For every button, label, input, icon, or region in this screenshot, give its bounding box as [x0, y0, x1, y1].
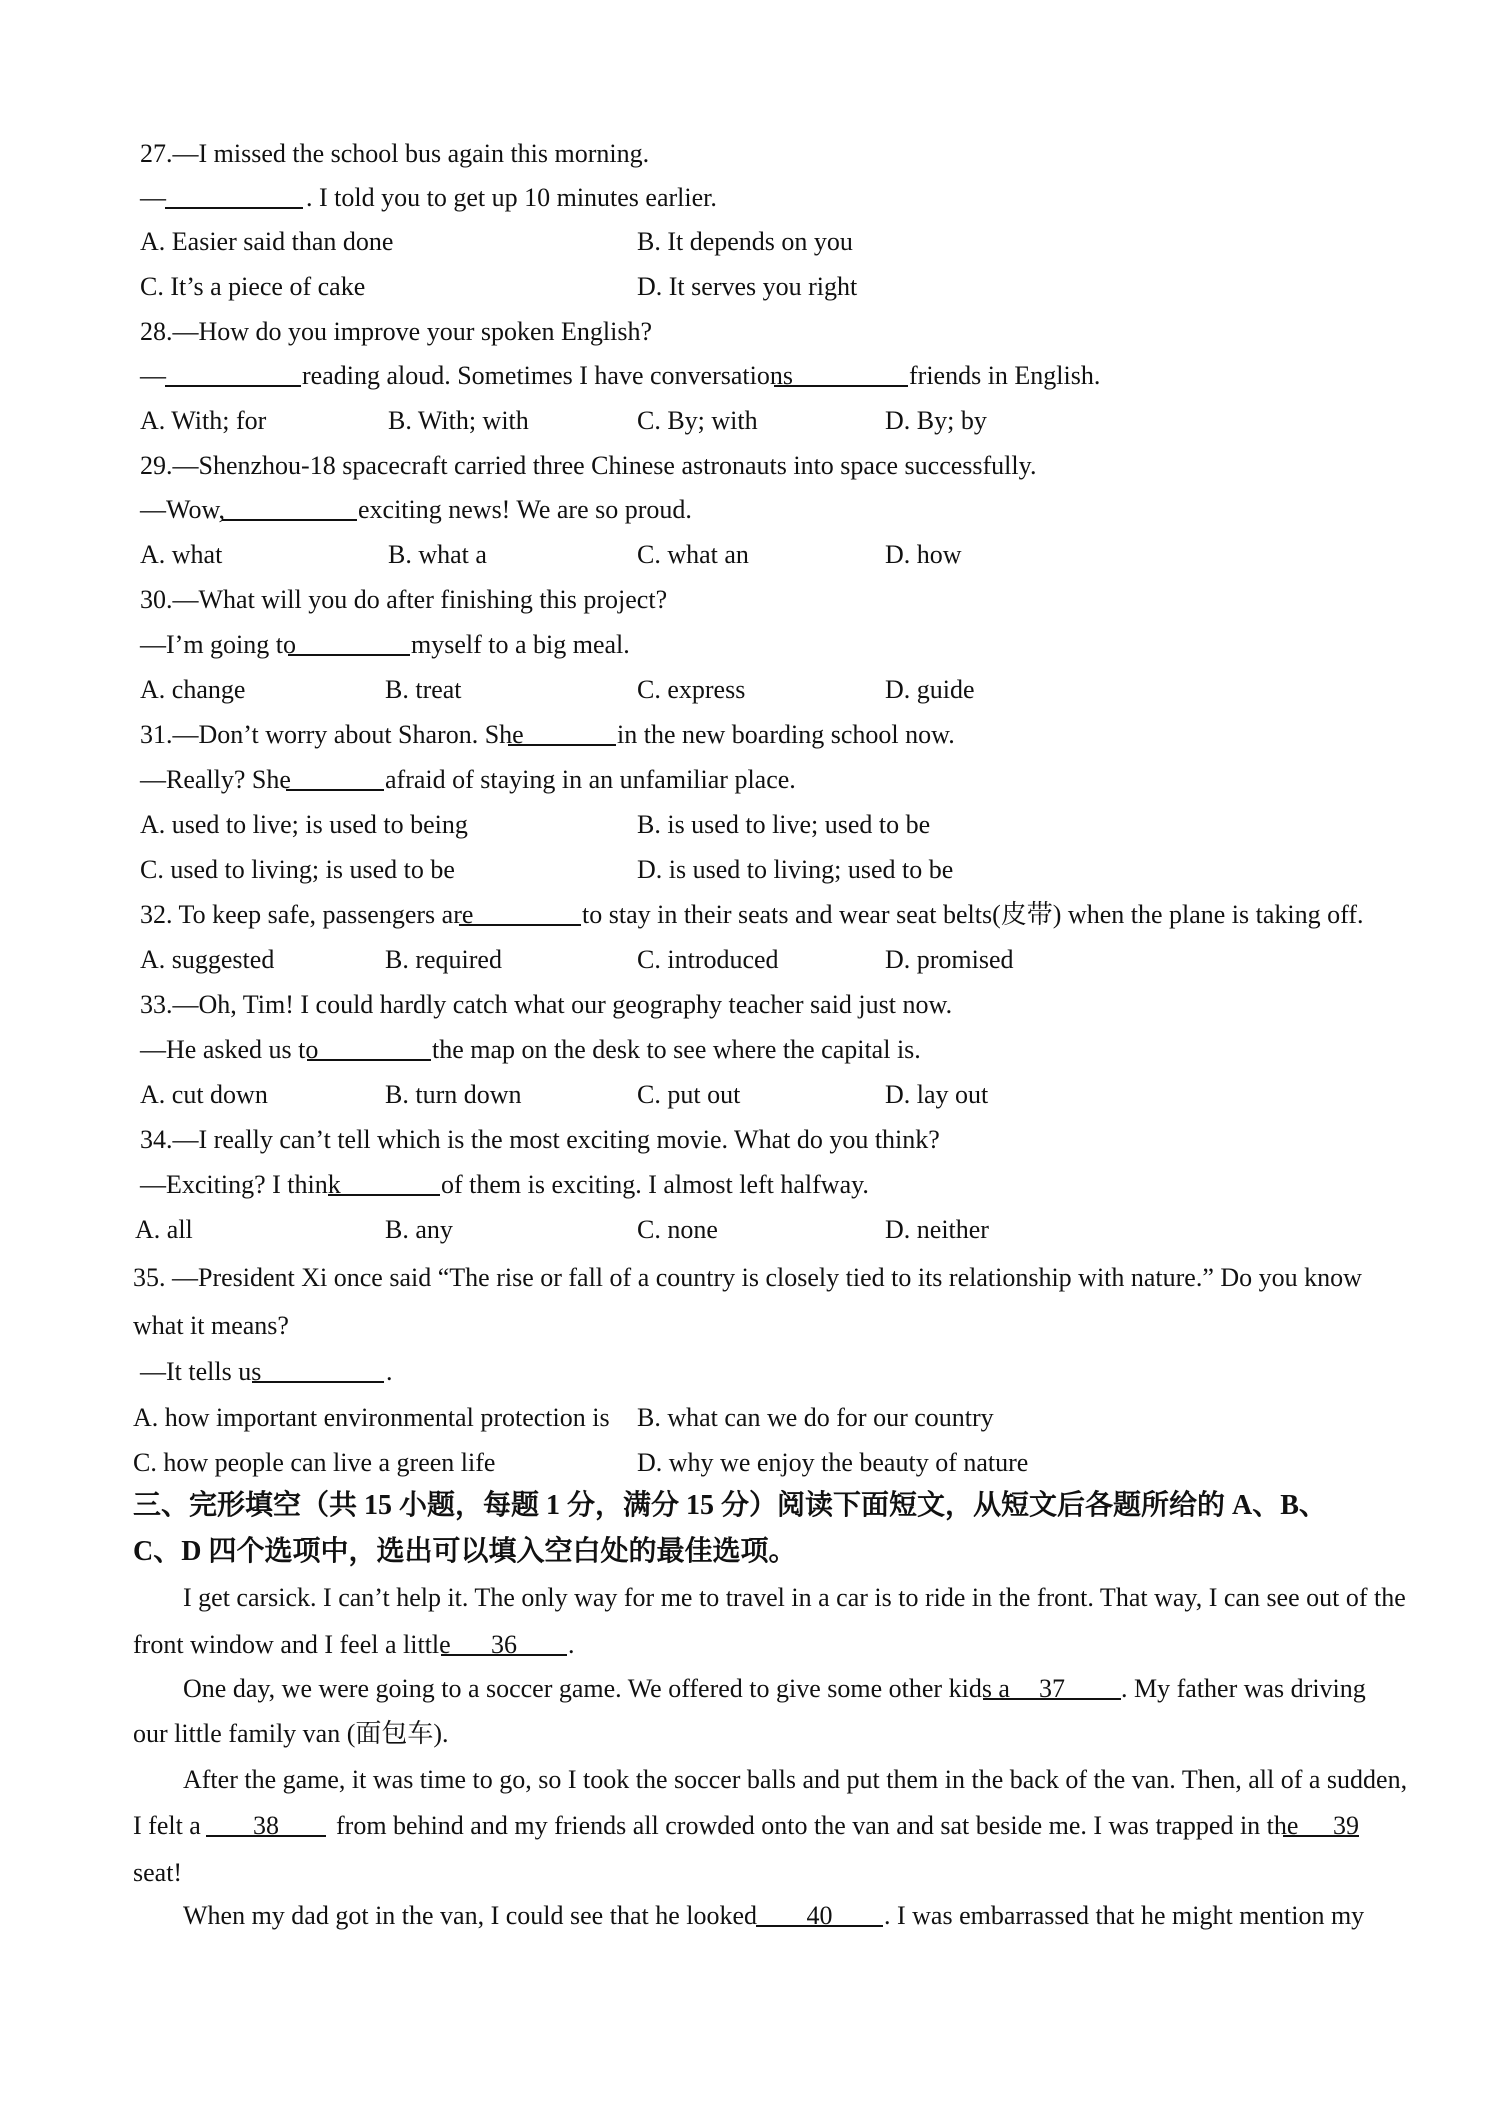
- q33-option-b: B. turn down: [385, 1080, 522, 1109]
- q32-option-b: B. required: [385, 945, 502, 974]
- passage-p3-text-1: After the game, it was time to go, so I took the soccer balls and put them in the back of the van. Then, all of a sudden,: [183, 1765, 1408, 1794]
- q28-options: [0, 401, 1492, 441]
- q31-stem-start: 31.—Don’t worry about Sharon. She: [140, 720, 524, 749]
- q30-option-d: D. guide: [885, 675, 975, 704]
- passage-p2-line-2: [0, 1714, 1492, 1754]
- q34-option-a: A. all: [135, 1215, 193, 1244]
- q34-option-d: D. neither: [885, 1215, 989, 1244]
- passage-p2-line-1: [0, 1669, 1492, 1709]
- q30-option-a: A. change: [140, 675, 246, 704]
- blank-39-number: 39: [1333, 1811, 1359, 1840]
- passage-p3-text-4: seat!: [133, 1858, 183, 1887]
- passage-p1-text-3: .: [568, 1630, 575, 1659]
- q28-reply-mid: reading aloud. Sometimes I have conversations: [302, 361, 793, 390]
- q30-reply-line: [0, 625, 1492, 665]
- q34-option-b: B. any: [385, 1215, 453, 1244]
- q29-option-b: B. what a: [388, 540, 487, 569]
- q34-options: [0, 1210, 1492, 1250]
- q27-option-c: C. It’s a piece of cake: [140, 272, 366, 301]
- passage-p1-text-2: front window and I feel a little: [133, 1630, 451, 1659]
- passage-p3-line-2: [0, 1806, 1492, 1846]
- q30-reply-end: myself to a big meal.: [411, 630, 630, 659]
- passage-p2-text-3: our little family van (面包车).: [133, 1719, 449, 1748]
- q34-stem: 34.—I really can’t tell which is the most exciting movie. What do you think?: [140, 1125, 940, 1154]
- q34-reply-start: —Exciting? I think: [140, 1170, 341, 1199]
- q29-reply-line: [0, 490, 1492, 530]
- passage-p2-text-1: One day, we were going to a soccer game. We offered to give some other kids a: [183, 1674, 1010, 1703]
- q32-stem-line: [0, 895, 1492, 935]
- passage-p3-line-1: [0, 1760, 1492, 1800]
- passage-p3-text-2: I felt a: [133, 1811, 201, 1840]
- q32-stem-start: 32. To keep safe, passengers are: [140, 900, 474, 929]
- q35-blank: [252, 1381, 384, 1383]
- q27-reply-line: [0, 178, 1492, 218]
- q27-stem: 27.—I missed the school bus again this morning.: [140, 139, 650, 168]
- passage-p4-line-1: [0, 1896, 1492, 1936]
- q31-option-a: A. used to live; is used to being: [140, 810, 468, 839]
- q29-options: [0, 535, 1492, 575]
- q32-option-c: C. introduced: [637, 945, 779, 974]
- q28-option-a: A. With; for: [140, 406, 267, 435]
- q28-blank-1: [165, 385, 301, 387]
- q30-blank: [288, 654, 410, 656]
- q31-option-d: D. is used to living; used to be: [637, 855, 954, 884]
- q33-reply-line: [0, 1030, 1492, 1070]
- q31-reply-line: [0, 760, 1492, 800]
- blank-38-number: 38: [253, 1811, 279, 1840]
- q28-option-b: B. With; with: [388, 406, 529, 435]
- q31-option-c: C. used to living; is used to be: [140, 855, 455, 884]
- passage-p4-text-1: When my dad got in the van, I could see that he looked: [183, 1901, 758, 1930]
- q28-reply-end: friends in English.: [909, 361, 1101, 390]
- q34-reply-line: [0, 1165, 1492, 1205]
- blank-36-number: 36: [491, 1630, 517, 1659]
- q27-options-cd: [0, 267, 1492, 307]
- q32-blank: [459, 924, 581, 926]
- passage-p1-line-1: [0, 1578, 1492, 1618]
- q28-option-c: C. By; with: [637, 406, 758, 435]
- passage-p1-text-1: I get carsick. I can’t help it. The only way for me to travel in a car is to ride in the front. That way, I can see out of the: [183, 1583, 1406, 1612]
- passage-p1-line-2: [0, 1625, 1492, 1665]
- q35-option-b: B. what can we do for our country: [637, 1403, 994, 1432]
- section3-heading-line-1: [0, 1484, 1492, 1528]
- q33-reply-start: —He asked us to: [140, 1035, 319, 1064]
- q31-blank-1: [508, 744, 616, 746]
- q35-option-c: C. how people can live a green life: [133, 1448, 496, 1477]
- q33-option-d: D. lay out: [885, 1080, 989, 1109]
- q28-reply-line: [0, 356, 1492, 396]
- q31-options-ab: [0, 805, 1492, 845]
- q29-option-c: C. what an: [637, 540, 749, 569]
- q32-stem-end: to stay in their seats and wear seat belts(皮带) when the plane is taking off.: [582, 900, 1364, 929]
- passage-p3-text-3: from behind and my friends all crowded onto the van and sat beside me. I was trapped in the: [336, 1811, 1299, 1840]
- passage-p3-line-3: [0, 1853, 1492, 1893]
- q30-reply-start: —I’m going to: [140, 630, 296, 659]
- q31-stem-line: [0, 715, 1492, 755]
- q27-option-d: D. It serves you right: [637, 272, 858, 301]
- q29-reply-end: exciting news! We are so proud.: [358, 495, 692, 524]
- q32-options: [0, 940, 1492, 980]
- q35-option-d: D. why we enjoy the beauty of nature: [637, 1448, 1029, 1477]
- q34-reply-end: of them is exciting. I almost left halfway.: [441, 1170, 869, 1199]
- q29-option-d: D. how: [885, 540, 962, 569]
- q35-reply-line: [0, 1352, 1492, 1392]
- q27-options-ab: [0, 222, 1492, 262]
- q27-option-b: B. It depends on you: [637, 227, 853, 256]
- q30-option-b: B. treat: [385, 675, 462, 704]
- q34-stem-line: [0, 1120, 1492, 1160]
- q35-stem-line-2: [0, 1306, 1492, 1346]
- q35-option-a: A. how important environmental protection is: [133, 1403, 610, 1432]
- section3-heading-2: C、D 四个选项中，选出可以填入空白处的最佳选项。: [133, 1536, 797, 1567]
- q33-option-a: A. cut down: [140, 1080, 268, 1109]
- q29-stem: 29.—Shenzhou-18 spacecraft carried three Chinese astronauts into space successfully.: [140, 451, 1037, 480]
- q35-stem-line-1: [0, 1258, 1492, 1298]
- section3-heading-1: 三、完形填空（共 15 小题，每题 1 分，满分 15 分）阅读下面短文，从短文后各题所给的 A、B、: [133, 1490, 1327, 1521]
- q30-options: [0, 670, 1492, 710]
- q27-blank: [165, 207, 303, 209]
- q33-reply-end: the map on the desk to see where the capital is.: [432, 1035, 921, 1064]
- q31-reply-end: afraid of staying in an unfamiliar place.: [385, 765, 796, 794]
- q31-option-b: B. is used to live; used to be: [637, 810, 931, 839]
- blank-40-number: 40: [806, 1901, 833, 1930]
- q33-stem: 33.—Oh, Tim! I could hardly catch what our geography teacher said just now.: [140, 990, 953, 1019]
- q33-blank: [307, 1059, 431, 1061]
- q27-reply-start: —: [140, 183, 166, 212]
- q27-stem-line: [0, 134, 1492, 174]
- q34-option-c: C. none: [637, 1215, 718, 1244]
- q31-stem-end: in the new boarding school now.: [617, 720, 955, 749]
- q27-option-a: A. Easier said than done: [140, 227, 394, 256]
- q28-stem: 28.—How do you improve your spoken English?: [140, 317, 653, 346]
- q28-option-d: D. By; by: [885, 406, 987, 435]
- section3-heading-line-2: [0, 1530, 1492, 1574]
- q33-options: [0, 1075, 1492, 1115]
- q28-stem-line: [0, 312, 1492, 352]
- passage-p4-text-2: . I was embarrassed that he might mention my: [884, 1901, 1365, 1930]
- q30-stem-line: [0, 580, 1492, 620]
- q31-blank-2: [286, 789, 384, 791]
- q27-reply-end: . I told you to get up 10 minutes earlier.: [306, 183, 717, 212]
- q33-option-c: C. put out: [637, 1080, 741, 1109]
- q32-option-a: A. suggested: [140, 945, 275, 974]
- q32-option-d: D. promised: [885, 945, 1014, 974]
- q29-option-a: A. what: [140, 540, 223, 569]
- blank-37-number: 37: [1039, 1674, 1065, 1703]
- q35-stem-1: 35. —President Xi once said “The rise or fall of a country is closely tied to its relationship with nature.” Do you know: [133, 1263, 1362, 1292]
- passage-p2-text-2: . My father was driving: [1121, 1674, 1366, 1703]
- q35-options-cd: [0, 1443, 1492, 1483]
- q35-reply-start: —It tells us: [140, 1357, 262, 1386]
- q30-option-c: C. express: [637, 675, 746, 704]
- q29-reply-start: —Wow,: [140, 495, 226, 524]
- q29-stem-line: [0, 446, 1492, 486]
- q35-reply-end: .: [386, 1357, 393, 1386]
- q35-options-ab: [0, 1398, 1492, 1438]
- q31-options-cd: [0, 850, 1492, 890]
- q29-blank: [222, 519, 357, 521]
- q28-blank-2: [774, 385, 908, 387]
- q31-reply-start: —Really? She: [140, 765, 291, 794]
- q33-stem-line: [0, 985, 1492, 1025]
- q28-reply-start: —: [140, 361, 166, 390]
- q34-blank: [328, 1194, 440, 1196]
- q35-stem-2: what it means?: [133, 1311, 289, 1340]
- q30-stem: 30.—What will you do after finishing this project?: [140, 585, 668, 614]
